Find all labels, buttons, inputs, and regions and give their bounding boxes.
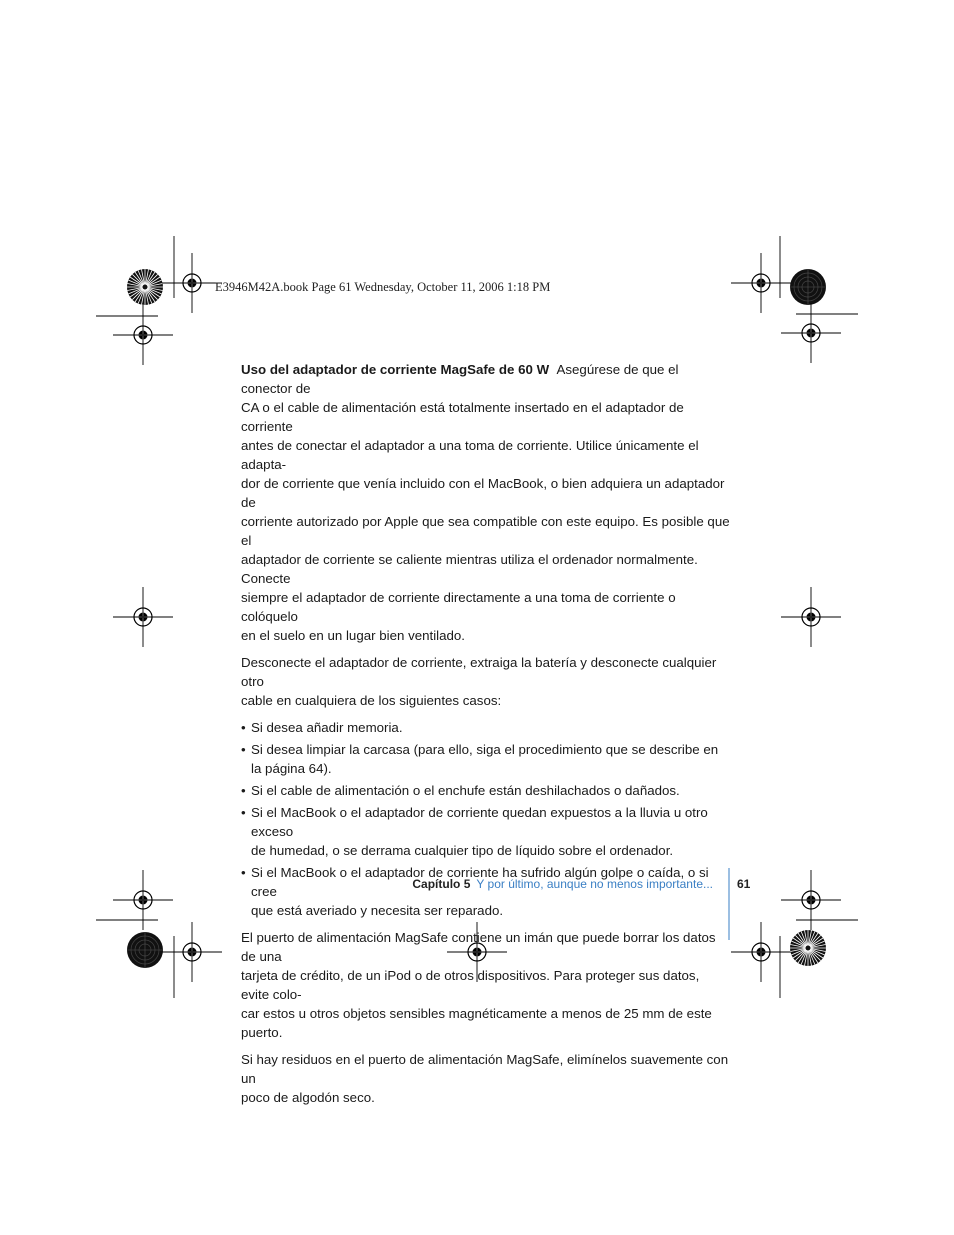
registration-mark [731,253,791,313]
registration-mark [162,922,222,982]
page-footer [412,877,713,891]
registration-mark [162,253,222,313]
list-item: • Si el MacBook o el adaptador de corriente quedan expuestos a la lluvia u otro exceso de humedad, o se derrama cualquier tipo de líquido sobre el ordenador. [241,805,708,858]
bullet-icon: • [241,865,246,880]
bullet-icon: • [241,720,246,735]
registration-mark [781,870,841,930]
registration-mark [113,870,173,930]
list-item: • Si el cable de alimentación o el enchufe están deshilachados o dañados. [241,783,680,798]
magnet-paragraph: El puerto de alimentación MagSafe contiene un imán que puede borrar los datos de una tarjeta de crédito, de un iPod o de otros dispositivos. Para proteger sus datos, evite colo- car estos u otros objetos sensibles magnéticamente a menos de 25 mm de este puerto. [241,930,716,1040]
color-star-mark [790,930,826,966]
chapter-title: Y por último, aunque no menos importante... [476,877,713,891]
registration-mark [731,922,791,982]
page-number: 61 [737,877,751,891]
bullet-icon: • [241,805,246,820]
color-dial-mark [790,269,826,305]
list-item: • Si el MacBook o el adaptador de corriente ha sufrido algún golpe o caída, o si cree que está averiado y necesita ser reparado. [241,865,709,918]
bullet-icon: • [241,783,246,798]
disconnect-paragraph: Desconecte el adaptador de corriente, extraiga la batería y desconecte cualquier otro cable en cualquiera de los siguientes casos: [241,655,717,708]
bullet-icon: • [241,742,246,757]
debris-paragraph: Si hay residuos en el puerto de alimentación MagSafe, elimínelos suavemente con un poco de algodón seco. [241,1052,729,1105]
color-star-mark [127,269,163,305]
intro-paragraph: Uso del adaptador de corriente MagSafe de 60 W Asegúrese de que el conector de CA o el cable de alimentación está totalmente insertado en el adaptador de corriente antes de conectar el adaptador a una toma de corriente. Utilice únicamente el adapta- dor de corriente que venía incluido con el MacBook, o bien adquiera un adaptador de corriente autorizado por Apple que sea compatible con este equipo. Es posible que el adaptador de corriente se caliente mientras utiliza el ordenador normalmente. Conecte siempre el adaptador de corriente directamente a una toma de corriente o colóquelo en el suelo en un lugar bien ventilado. [241,362,730,643]
list-item: • Si desea añadir memoria. [241,720,403,735]
page-body [241,360,731,1115]
chapter-label: Capítulo 5 [412,877,471,891]
list-item: • Si desea limpiar la carcasa (para ello, siga el procedimiento que se describe en la página 64). [241,742,719,776]
color-dial-mark [127,932,163,968]
registration-mark [781,303,841,363]
registration-mark [113,305,173,365]
lead-in: Uso del adaptador de corriente MagSafe de 60 W [241,362,550,377]
registration-mark [781,587,841,647]
slug-line: E3946M42A.book Page 61 Wednesday, October 11, 2006 1:18 PM [215,280,551,294]
registration-mark [113,587,173,647]
